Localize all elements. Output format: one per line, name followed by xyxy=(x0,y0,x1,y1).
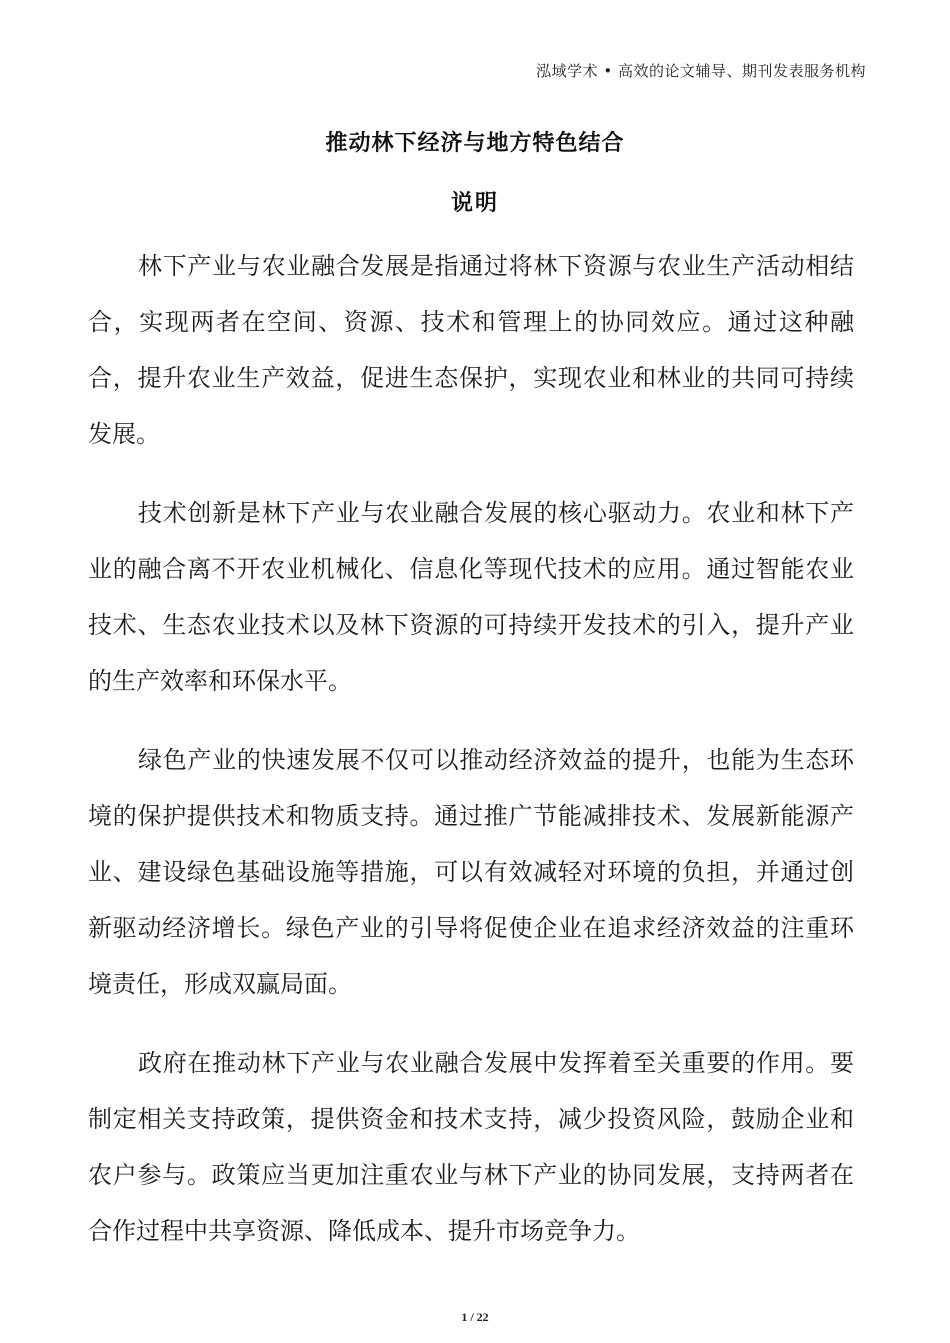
paragraph: 政府在推动林下产业与农业融合发展中发挥着至关重要的作用。要制定相关支持政策，提供资金和技术支持，减少投资风险，鼓励企业和农户参与。政策应当更加注重农业与林下产业的协同发展，支持两者在合作过程中共享资源、降低成本、提升市场竞争力。 xyxy=(88,1049,854,1245)
header-tagline: 泓域学术 • 高效的论文辅导、期刊发表服务机构 xyxy=(536,62,866,80)
document-title: 推动林下经济与地方特色结合 xyxy=(325,131,625,156)
document-subtitle: 说明 xyxy=(450,191,499,216)
page-number: 1 / 22 xyxy=(461,1310,489,1324)
paragraph: 技术创新是林下产业与农业融合发展的核心驱动力。农业和林下产业的融合离不开农业机械化、信息化等现代技术的应用。通过智能农业技术、生态农业技术以及林下资源的可持续开发技术的引入，提升产业的生产效率和环保水平。 xyxy=(88,499,854,695)
paragraph: 绿色产业的快速发展不仅可以推动经济效益的提升，也能为生态环境的保护提供技术和物质支持。通过推广节能减排技术、发展新能源产业、建设绿色基础设施等措施，可以有效减轻对环境的负担，并通过创新驱动经济增长。绿色产业的引导将促使企业在追求经济效益的注重环境责任，形成双赢局面。 xyxy=(88,746,854,998)
paragraph: 林下产业与农业融合发展是指通过将林下资源与农业生产活动相结合，实现两者在空间、资源、技术和管理上的协同效应。通过这种融合，提升农业生产效益，促进生态保护，实现农业和林业的共同可持续发展。 xyxy=(88,252,854,448)
document-body xyxy=(88,238,854,1282)
